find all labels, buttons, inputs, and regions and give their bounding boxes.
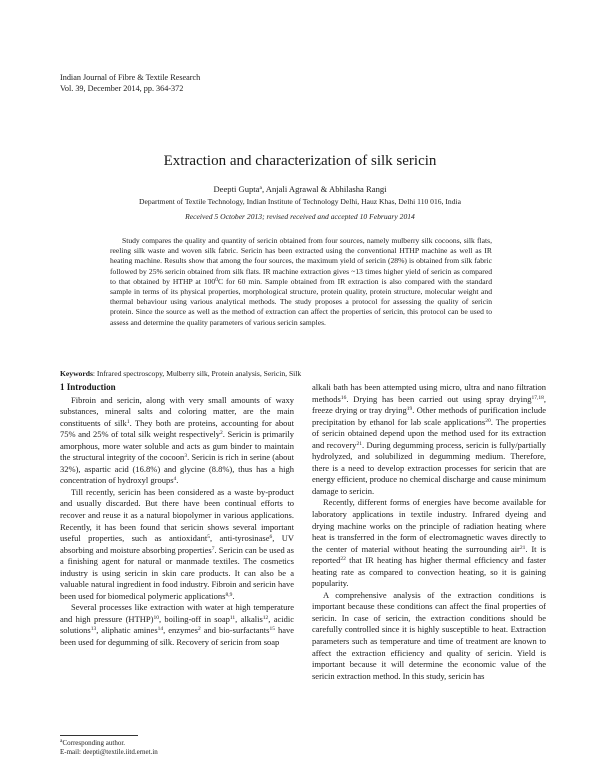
affiliation: Department of Textile Technology, Indian Institute of Technology Delhi, Hauz Khas, Delhi 110 016, India	[139, 197, 461, 206]
section-heading: 1 Introduction	[60, 382, 116, 392]
paragraph: Fibroin and sericin, along with very small amounts of waxy substances, mineral salts and coloring matter, are the main constituents of silk$^1$. They both are proteins, accounting for about 75% and 25% of total silk weight respectively$^2$. Sericin is primarily amorphous, more water soluble and acts as gum binder to maintain the structural integrity of the cocoon$^3$. Sericin is rich in serine (about 32%), aspartic acid (16.8%) and glycine (8.8%), thus has a high concentration of hydroxyl groups$^4$.	[60, 394, 294, 486]
author-1: Deepti Gupta	[213, 184, 260, 194]
footnote-mark: a	[60, 738, 63, 744]
volume-info: Vol. 39, December 2014, pp. 364-372	[60, 84, 184, 93]
email: E-mail: deepti@textile.iitd.ernet.in	[60, 748, 158, 756]
keywords-text: : Infrared spectroscopy, Mulberry silk, Protein analysis, Sericin, Silk	[92, 369, 302, 378]
footnote-rule	[60, 735, 138, 736]
author-1-mark: a	[259, 185, 262, 191]
paragraph: alkali bath has been attempted using micro, ultra and nano filtration methods$^{16}$. Drying has been carried out using spray drying$^{17,18}$, freeze drying or tray drying$^{19}$. Other methods of purification include precipitation by ethanol for lab scale applications$^{20}$. The properties of sericin obtained depend upon the method used for its extraction and recovery$^{21}$. During degumming process, sericin is fully/partially hydrolyzed, and solubilized in degumming medium. Therefore, there is a need to develop extraction processes for sericin that are energy efficient, produce no chemical discharge and cause minimum damage to sericin.	[312, 382, 546, 496]
abstract	[110, 236, 492, 328]
keywords	[60, 369, 550, 378]
left-column	[60, 382, 294, 649]
corresponding-author: Corresponding author.	[62, 739, 126, 747]
paragraph: Recently, different forms of energies have become available for laboratory applications in textile industry. Infrared dyeing and drying machine works on the principle of radiation heating where heat is transferred in the form of electromagnetic waves directly to the center of material without heating the surrounding air$^{21}$. It is reported$^{22}$ that IR heating has higher thermal efficiency and faster heating rate as compared to convection heating, so it is gaining popularity.	[312, 497, 546, 589]
keywords-label: Keywords	[60, 369, 93, 378]
author-list	[0, 184, 600, 194]
paper-title: Extraction and characterization of silk sericin	[163, 153, 437, 169]
journal-name: Indian Journal of Fibre & Textile Research	[60, 73, 201, 82]
paragraph: Several processes like extraction with water at high temperature and high pressure (HTHP)$^{10}$, boiling-off in soap$^{11}$, alkalis$^{12}$, acidic solutions$^{13}$, aliphatic amines$^{14}$, enzymes$^2$ and bio-surfactants$^{15}$ have been used for degumming of silk. Recovery of sericin from soap	[60, 602, 294, 648]
journal-header	[60, 72, 200, 94]
abstract-text-2: C for 60 min. Sample obtained from IR extraction is also compared with the standard sample in terms of its physical properties, morphological structure, protein quality, protein structure, molecular weight and thermal behaviour using various analytical methods. The study proposes a protocol for assessing the quality of sericin protein. Since the source as well as the method of extraction can affect the properties of sericin, this protocol can be used to assess and determine the quality parameters of various sericin samples.	[110, 276, 492, 327]
paragraph: A comprehensive analysis of the extraction conditions is important because these conditions can affect the final properties of sericin. In case of sericin, the extraction conditions should be carefully controlled since it is highly susceptible to heat. Extraction parameters such as temperature and time of treatment are known to affect the extraction efficiency and quality of sericin. Yield is important because it will determine the economic value of the sericin extraction method. In this study, sericin has	[312, 589, 546, 681]
received-dates: Received 5 October 2013; revised received and accepted 10 February 2014	[185, 212, 415, 221]
degree-mark: 0	[215, 276, 218, 283]
other-authors: , Anjali Agrawal & Abhilasha Rangi	[261, 184, 387, 194]
abstract-text-1: Study compares the quality and quantity of sericin obtained from four sources, namely mulberry silk cocoons, silk flats, reeling silk waste and woven silk fabric. Sericin has been extracted using the conventional HTHP machine as well as IR heating machine. Results show that among the four sources, the maximum yield of sericin (28%) is obtained from silk fabric followed by 25% sericin obtained from silk flats. IR machine extraction gives ~13 times higher yield of sericin as compared to that obtained by HTHP at 100	[110, 236, 492, 286]
paragraph: Till recently, sericin has been considered as a waste by-product and usually discarded. But there have been continual efforts to recover and reuse it as a natural biopolymer in various applications. Recently, it has been found that sericin shows several important useful properties, such as antioxidant$^5$, anti-tyrosinase$^6$, UV absorbing and moisture absorbing properties$^7$. Sericin can be used as a finishing agent for natural or manmade textiles. The cosmetics industry is using sericin in skin care products. It can also be a valuable natural ingredient in food industry. Fibroin and sericin have been used for biomedical polymeric applications$^{8,9}$.	[60, 486, 295, 601]
right-column	[312, 382, 546, 682]
footnote	[60, 739, 158, 757]
